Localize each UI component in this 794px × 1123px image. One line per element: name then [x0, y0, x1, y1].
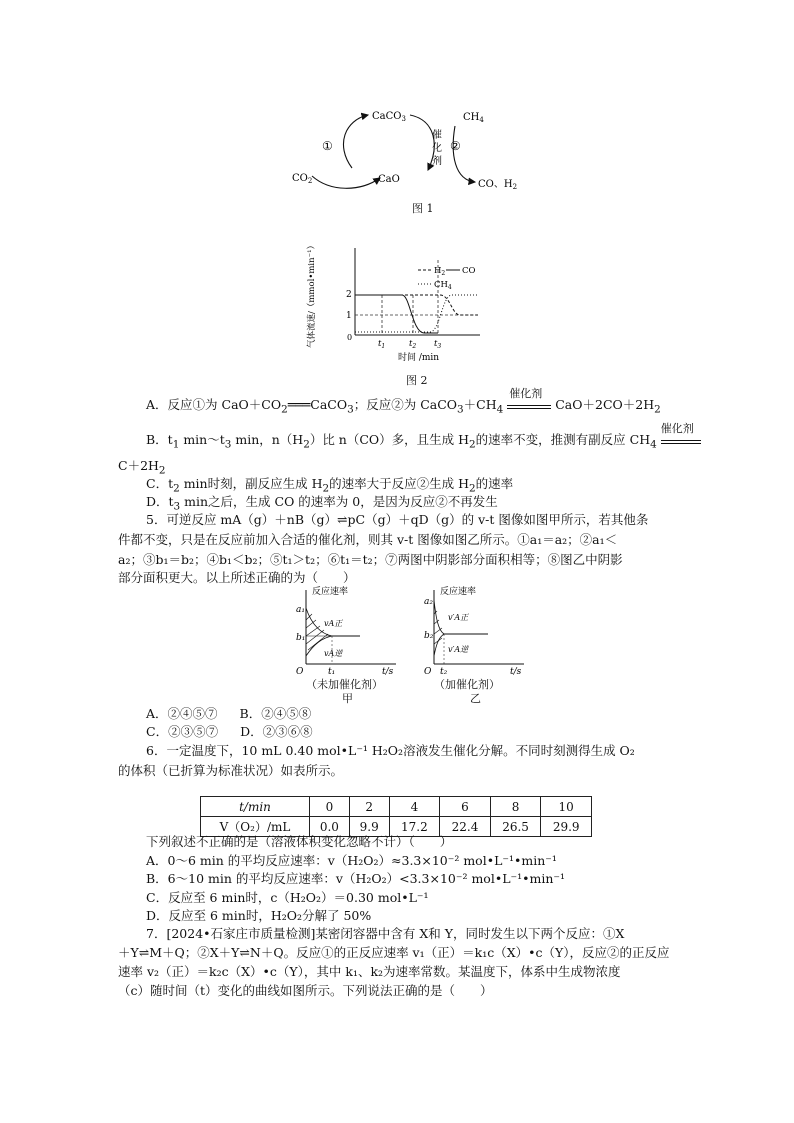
jia-a-label: a₁: [296, 605, 305, 615]
figure-2: [300, 240, 500, 388]
q6-td: 29.9: [541, 817, 592, 837]
figure-1: [290, 100, 530, 218]
q5-option-c: C．②③⑤⑦: [146, 724, 219, 739]
q6-td: 26.5: [490, 817, 541, 837]
yi-ylabel: 反应速率: [440, 587, 477, 597]
q6-td: 22.4: [440, 817, 491, 837]
q5-stem-line4: 部分面积更大。以上所述正确的为（ ）: [118, 570, 356, 585]
q7-stem-line2: ＋Y⇌M＋Q；②X＋Y⇌N＋Q。反应①的正反应速率 v₁（正）＝k₁c（X）•c（Y），反应②的正反应: [118, 945, 670, 960]
q5-stem-line3: a₂；③b₁＝b₂；④b₁＜b₂；⑤t₁＞t₂；⑥t₁＝t₂；⑦两图中阴影部分面积相等；⑧图乙中阴影: [118, 552, 623, 567]
cycle-arc-upper-right: [410, 115, 434, 170]
figure-2-graph: [300, 240, 500, 370]
catalyst-char-1: 催: [432, 130, 442, 141]
q6-th: 4: [389, 797, 440, 817]
q6-th: 8: [490, 797, 541, 817]
co2-label: $CO_2$: [292, 173, 313, 185]
fig2-xtick-t3: $t_3$: [434, 339, 442, 350]
q6-th: 6: [440, 797, 491, 817]
q5-stem-line1: 5．可逆反应 mA（g）＋nB（g）⇌pC（g）＋qD（g）的 v-t 图像如图甲所示，若其他条: [146, 512, 649, 527]
q6-th: 2: [349, 797, 389, 817]
caco3-label: CaCO$_3$: [372, 111, 406, 123]
q6-option-c: C．反应至 6 min时，c（H₂O₂）＝0.30 mol•L⁻¹: [146, 890, 429, 905]
co-h2-label: CO、$H_2$: [478, 179, 518, 191]
q4a-catalyst-label: 催化剂: [509, 387, 543, 400]
legend-h2-label: $H_2$: [434, 266, 446, 277]
q6-stem-line1: 6．一定温度下，10 mL 0.40 mol•L⁻¹ H₂O₂溶液发生催化分解。不同时刻测得生成 O₂: [146, 743, 635, 758]
q7-stem-line3: 速率 v₂（正）＝k₂c（X）•c（Y），其中 k₁、k₂为速率常数。某温度下，体系中生成物浓度: [118, 964, 621, 979]
q5-option-d: D．②③⑥⑧: [240, 724, 313, 739]
jia-vfwd-label: vA正: [324, 619, 343, 628]
q6-td: V（O₂）/mL: [201, 817, 310, 837]
yi-vrev-label: v′A逆: [448, 645, 469, 654]
yi-shaded-area: [434, 600, 444, 656]
fig2-curve-h2: [355, 295, 478, 315]
q6-table-header-row: [201, 797, 592, 817]
q4-option-b: B．$t_1$ $\min\sim t_3$ min，$n(H_2)$比 n（CO）多，且生成 $H_2$的速率不变，推测有副反应 $CH_4$ 催化剂: [146, 431, 701, 454]
q6-td: 9.9: [349, 817, 389, 837]
q4-option-b-cont: $C+2H_2$: [118, 458, 166, 477]
q6-table: [200, 796, 592, 837]
jia-ylabel: 反应速率: [312, 587, 349, 597]
q5-options-row1: [146, 705, 311, 723]
jia-t-label: t₁: [328, 667, 336, 677]
catalyst-char-2: 化: [432, 143, 442, 154]
reaction-2-marker: ②: [450, 139, 461, 153]
fig2-origin: 0: [347, 333, 353, 342]
graph-jia: [292, 584, 402, 704]
ch4-label: $CH_4$: [463, 112, 484, 124]
legend-ch4-label: $CH_4$: [434, 280, 452, 291]
fig2-ytick-1: 1: [346, 311, 352, 321]
cycle-arc-lower-right: [453, 126, 475, 182]
q6-th: t/min: [201, 797, 310, 817]
yi-a-label: a₂: [424, 597, 433, 607]
jia-note: （未加催化剂）: [306, 678, 383, 691]
reaction-1-marker: ①: [322, 139, 333, 153]
q6-option-a: A．0～6 min 的平均反应速率：v（H₂O₂）≈3.3×10⁻² mol•L⁻¹•min⁻¹: [146, 853, 557, 868]
q6-td: 17.2: [389, 817, 440, 837]
q6-td: 0.0: [310, 817, 350, 837]
cao-label: CaO: [378, 174, 400, 185]
figure-2-caption: 图 2: [406, 374, 428, 387]
q5-stem-line2: 件都不变，只是在反应前加入合适的催化剂，则其 v-t 图像如图乙所示。①a₁＝a₂；②a₁＜: [118, 532, 618, 547]
q6-th: 10: [541, 797, 592, 817]
q7-stem-line1: 7．[2024•石家庄市质量检测]某密闭容器中含有 X和 Y，同时发生以下两个反应：①X: [146, 926, 625, 941]
jia-name: 甲: [342, 692, 353, 705]
q6-question-stem: 下列叙述不正确的是（溶液体积变化忽略不计）（ ）: [146, 834, 453, 849]
graph-yi: [420, 584, 530, 704]
yi-ts-label: t/s: [510, 667, 522, 677]
q5-options-row2: [146, 723, 313, 741]
yi-b-label: b₂: [424, 631, 434, 641]
jia-b-label: b₁: [296, 633, 306, 643]
q4-option-a: A．反应①为 $CaO+CO_2═══CaCO_3$；反应②为 $CaCO_3+CH_4$ 催化剂 $CaO+2CO+2H_2$: [146, 387, 661, 416]
q7-stem-line4: （c）随时间（t）变化的曲线如图所示。下列说法正确的是（ ）: [118, 983, 493, 998]
catalyst-char-3: 剂: [432, 156, 442, 167]
cycle-arc-lower-left: [312, 176, 380, 188]
cycle-arc-upper-left: [343, 115, 368, 168]
q4b-catalyst-label: 催化剂: [660, 422, 694, 435]
yi-note: （加催化剂）: [434, 678, 500, 691]
fig2-ytick-2: 2: [346, 290, 352, 300]
jia-origin: O: [296, 667, 304, 677]
fig2-curve-h2-co: [355, 295, 438, 333]
figure-1-diagram: [290, 100, 530, 200]
fig2-xtick-t1: $t_1$: [378, 339, 386, 350]
q6-option-d: D．反应至 6 min时，H₂O₂分解了 50%: [146, 908, 372, 923]
q5-option-a: A．②④⑤⑦: [146, 706, 218, 721]
jia-ts-label: t/s: [382, 667, 394, 677]
yi-hatch: [434, 611, 442, 644]
fig2-xlabel: 时间 /min: [398, 353, 440, 363]
q4-option-d: D．$t_3$ min之后，生成 CO 的速率为 0，是因为反应②不再发生: [146, 494, 498, 513]
legend-co-label: CO: [462, 266, 476, 276]
jia-vrev-label: vA逆: [324, 649, 343, 658]
yi-t-label: t₂: [440, 667, 448, 677]
figure-1-caption: 图 1: [412, 202, 434, 215]
q4-option-c: C．$t_2$ min时刻，副反应生成 $H_2$的速率大于反应②生成 $H_2$的速率: [146, 476, 514, 495]
fig2-xtick-t2: $t_2$: [409, 339, 417, 350]
q5-option-b: B．②④⑤⑧: [239, 706, 312, 721]
yi-name: 乙: [470, 692, 481, 705]
yi-origin: O: [424, 667, 432, 677]
q6-option-b: B．6～10 min 的平均反应速率：v（H₂O₂）<3.3×10⁻² mol•L⁻¹•min⁻¹: [146, 871, 565, 886]
q6-stem-line2: 的体积（已折算为标准状况）如表所示。: [118, 763, 344, 778]
fig2-ylabel: 气体流速/（mmol•min⁻¹）: [307, 241, 317, 348]
yi-vfwd-label: v′A正: [448, 613, 469, 622]
q6-th: 0: [310, 797, 350, 817]
